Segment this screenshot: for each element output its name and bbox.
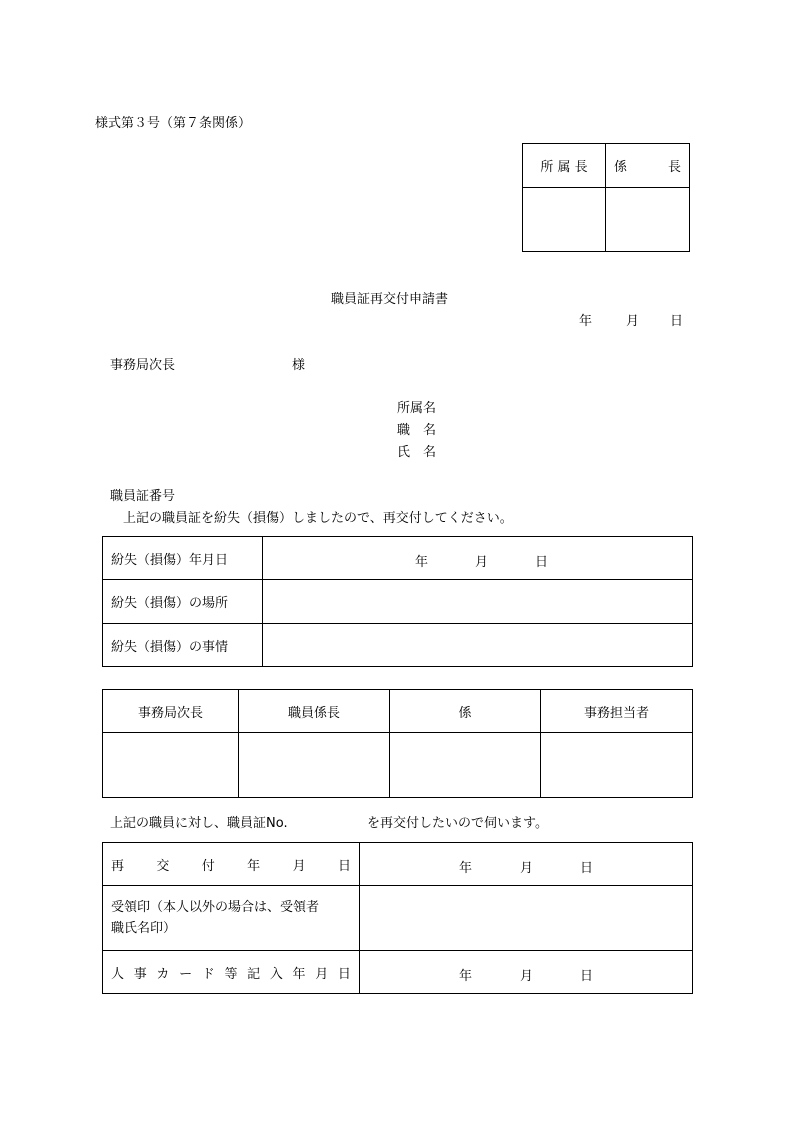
personnel-card-date-cell[interactable] <box>360 951 693 994</box>
loss-place-cell[interactable] <box>263 580 693 624</box>
personnel-card-date-label: 人 事 カ ー ド 等 記 入 年 月 日 <box>103 951 360 994</box>
addressee-honorific: 様 <box>292 358 306 373</box>
loss-date-label: 紛失（損傷）年月日 <box>103 537 263 580</box>
reissue-date-label: 再 交 付 年 月 日 <box>103 843 360 886</box>
reissue-date-cell[interactable] <box>360 843 693 886</box>
office-stamp-deputy-director[interactable] <box>103 733 239 798</box>
date-day: 日 <box>670 314 684 329</box>
receipt-seal-label: 受領印（本人以外の場合は、受領者 職氏名印） <box>103 886 360 951</box>
affiliation-label: 所属名 <box>397 401 437 416</box>
office-header-clerk: 事務担当者 <box>541 690 693 733</box>
office-header-section: 係 <box>390 690 541 733</box>
approval-box <box>522 143 690 252</box>
date-month: 月 <box>626 314 640 329</box>
inquiry-text-before: 上記の職員に対し、職員証No. <box>110 816 288 831</box>
office-stamp-staff-chief[interactable] <box>239 733 390 798</box>
receipt-seal-cell[interactable] <box>360 886 693 951</box>
loss-circumstances-cell[interactable] <box>263 624 693 667</box>
loss-details-table <box>102 536 693 667</box>
office-stamp-section[interactable] <box>390 733 541 798</box>
approval-header-dept-head: 所 属 長 <box>523 144 606 188</box>
reissue-date-year: 年 <box>459 861 473 876</box>
personnel-card-date-year: 年 <box>459 969 473 984</box>
loss-circumstances-label: 紛失（損傷）の事情 <box>103 624 263 667</box>
approval-stamp-dept-head[interactable] <box>523 188 606 252</box>
inquiry-text-after: を再交付したいので伺います。 <box>367 816 548 831</box>
position-label: 職 名 <box>397 423 437 438</box>
reissue-table <box>102 842 693 994</box>
card-number-label: 職員証番号 <box>110 489 176 504</box>
document-title: 職員証再交付申請書 <box>331 292 449 307</box>
reissue-date-day: 日 <box>580 861 594 876</box>
office-header-staff-chief: 職員係長 <box>239 690 390 733</box>
loss-date-cell[interactable] <box>263 537 693 580</box>
loss-date-month: 月 <box>475 555 489 570</box>
request-text: 上記の職員証を紛失（損傷）しましたので、再交付してください。 <box>123 511 513 526</box>
office-header-deputy-director: 事務局次長 <box>103 690 239 733</box>
personnel-card-date-month: 月 <box>520 969 534 984</box>
personnel-card-date-day: 日 <box>580 969 594 984</box>
name-label: 氏 名 <box>397 445 437 460</box>
form-number: 様式第３号（第７条関係） <box>95 116 252 131</box>
reissue-date-month: 月 <box>520 861 534 876</box>
date-year: 年 <box>579 314 593 329</box>
approval-stamp-chief[interactable] <box>606 188 690 252</box>
office-stamp-clerk[interactable] <box>541 733 693 798</box>
approval-header-chief: 係 長 <box>606 144 690 188</box>
loss-place-label: 紛失（損傷）の場所 <box>103 580 263 624</box>
loss-date-year: 年 <box>415 555 429 570</box>
addressee-name: 事務局次長 <box>110 358 176 373</box>
office-approval-table <box>102 689 693 798</box>
loss-date-day: 日 <box>535 555 549 570</box>
